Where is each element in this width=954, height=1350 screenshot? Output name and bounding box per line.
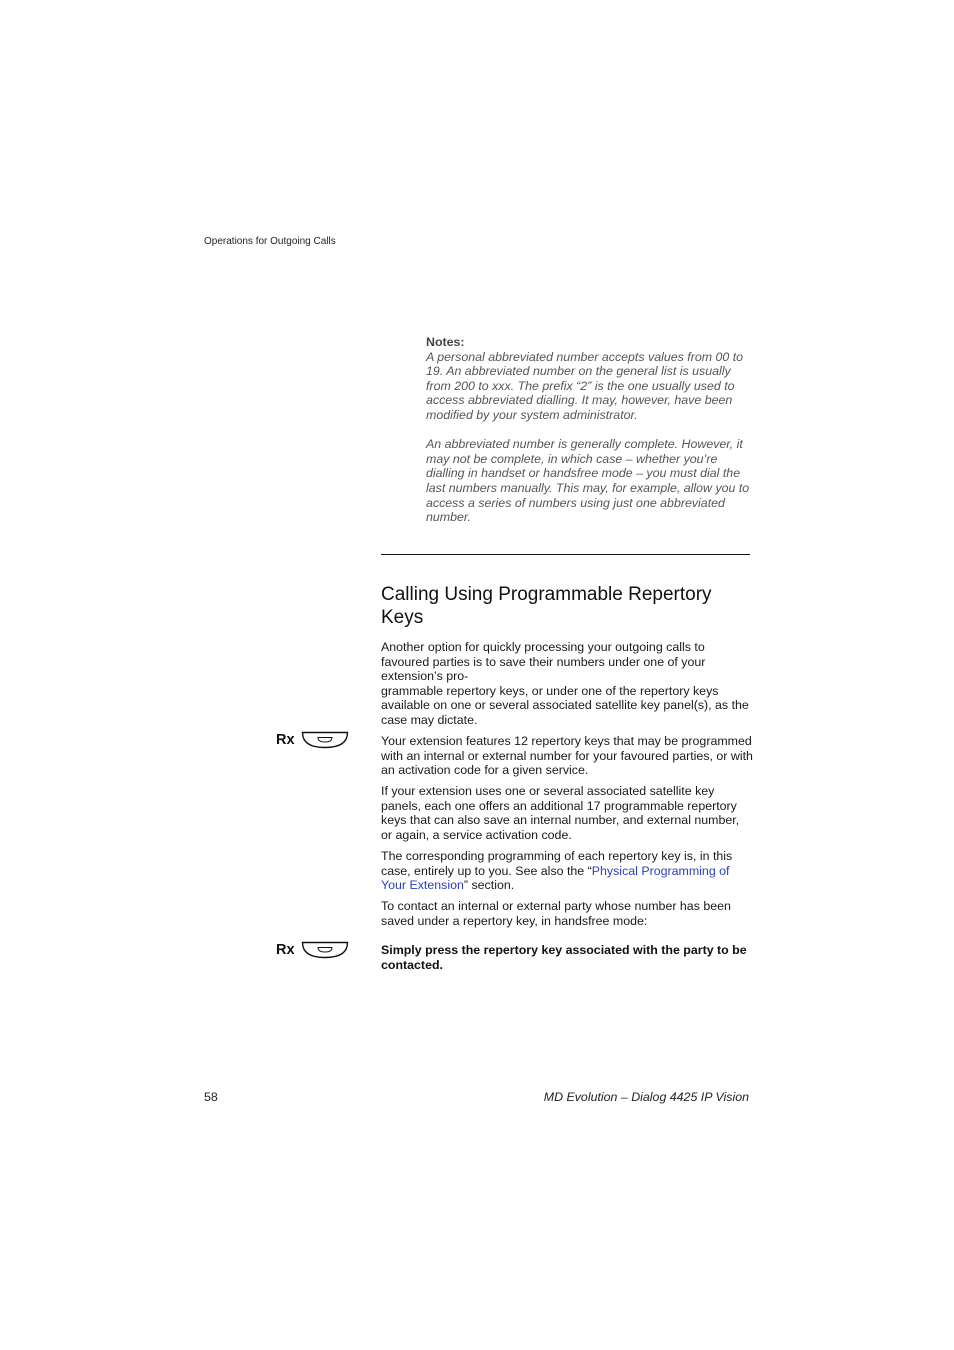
notes-paragraph: An abbreviated number is generally complete. However, it may not be complete, in which case – whether you’re dialling in handset or handsfree mode – you must dial the last numbers manually. This may, for example, allow you to access a series of numbers using just one abbreviated number. bbox=[426, 437, 750, 525]
programming-text: ” section. bbox=[463, 878, 515, 892]
section-title: Calling Using Programmable Repertory Keys bbox=[381, 584, 712, 628]
document-title: MD Evolution – Dialog 4425 IP Vision bbox=[543, 1090, 749, 1104]
repertory-key-label bbox=[276, 731, 349, 749]
programming-text: The corresponding programming of each repertory key is, in this case, entirely up to you. See also the “ bbox=[381, 849, 733, 878]
running-header: Operations for Outgoing Calls bbox=[204, 236, 336, 247]
repertory-key-icon bbox=[301, 941, 349, 959]
intro-line: grammable repertory keys, or under one of the repertory keys available on one or several associated satellite key panel(s), as the case may dictate. bbox=[381, 683, 749, 727]
notes-title: Notes: bbox=[426, 335, 465, 349]
key-label-text: Rx bbox=[276, 732, 295, 748]
page-number: 58 bbox=[204, 1090, 218, 1104]
physical-programming-link[interactable]: Physical Programming of Your Extension bbox=[381, 863, 730, 892]
intro-paragraph bbox=[381, 640, 753, 727]
intro-line: Another option for quickly processing your outgoing calls to favoured parties is to save their numbers under one of your extension’s pro- bbox=[381, 640, 706, 683]
satellite-paragraph: If your extension uses one or several associated satellite key panels, each one offers an additional 17 programmable repertory keys that can also save an internal number, and external number, or again, a service activation code. bbox=[381, 784, 740, 842]
repertory-key-icon bbox=[301, 731, 349, 749]
notes-paragraph: A personal abbreviated number accepts values from 00 to 19. An abbreviated number on the general list is usually from 200 to xxx. The prefix “2” is the one usually used to access abbreviated dialling. It may, however, have been modified by your system administrator. bbox=[426, 349, 744, 422]
key-label-text: Rx bbox=[276, 942, 295, 958]
section-divider bbox=[381, 554, 750, 555]
programming-paragraph bbox=[381, 849, 753, 893]
instruction-step: Simply press the repertory key associated with the party to be contacted. bbox=[381, 943, 747, 972]
contact-paragraph: To contact an internal or external party whose number has been saved under a repertory key, in handsfree mode: bbox=[381, 899, 731, 928]
features-paragraph: Your extension features 12 repertory keys that may be programmed with an internal or external number for your favoured parties, or with an activation code for a given service. bbox=[381, 734, 753, 777]
notes-block bbox=[426, 335, 751, 525]
repertory-key-label bbox=[276, 941, 349, 959]
